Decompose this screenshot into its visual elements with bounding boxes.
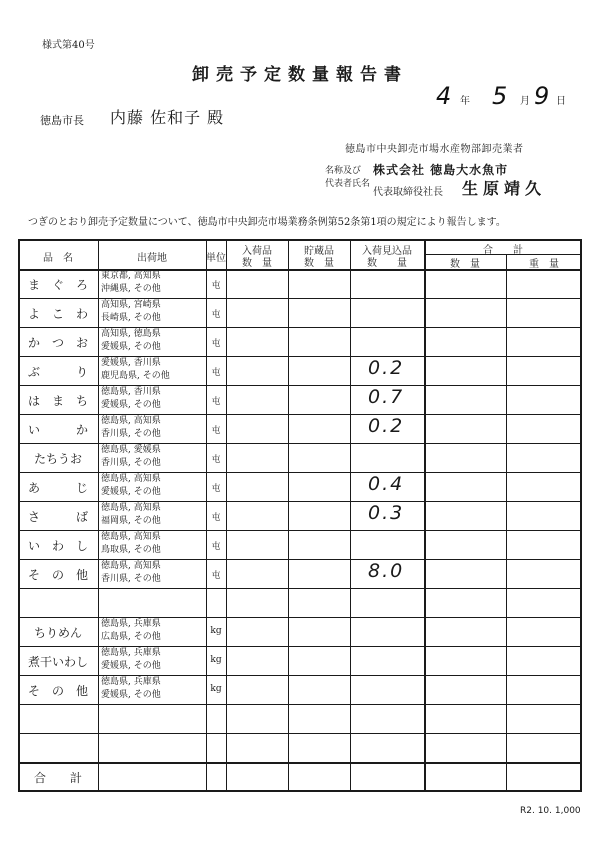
addressee-prefix: 徳島市長 <box>40 114 84 127</box>
item-name: あ じ <box>27 481 88 495</box>
origin-line: 鳥取県, その他 <box>101 545 161 555</box>
expected-quantity: 0.7 <box>368 386 405 408</box>
header-total-quantity: 数 量 <box>450 259 480 270</box>
origin-line: 愛媛県, 香川県 <box>101 358 161 368</box>
item-name: たちうお <box>33 452 82 466</box>
expected-quantity: 8.0 <box>368 560 405 582</box>
item-name: か つ お <box>27 336 88 350</box>
header-expected-top: 入荷見込品 <box>362 246 412 257</box>
date-month-value: 5 <box>492 82 508 110</box>
unit-cell: 屯 <box>211 426 221 436</box>
item-name: そ の 他 <box>27 684 88 698</box>
date-day-label: 日 <box>556 96 566 107</box>
header-item: 品 名 <box>43 253 73 264</box>
representative-name: 生原靖久 <box>462 179 547 198</box>
origin-line: 徳島県, 高知県 <box>101 503 161 513</box>
unit-cell: 屯 <box>211 310 221 320</box>
addressee-name: 内藤 佐和子 殿 <box>110 108 225 127</box>
table-rule <box>506 254 507 791</box>
name-label-line2: 代表者氏名 <box>325 179 371 189</box>
header-expected-bottom: 数 量 <box>367 258 407 269</box>
applicant-label: 徳島市中央卸売市場水産物部卸売業者 <box>345 144 524 155</box>
unit-cell: kg <box>210 626 222 636</box>
item-name: 煮干いわし <box>27 655 88 669</box>
table-rule <box>288 239 289 791</box>
table-rule <box>98 239 99 791</box>
origin-line: 愛媛県, その他 <box>101 661 161 671</box>
unit-cell: 屯 <box>211 484 221 494</box>
item-name: 合 計 <box>33 771 82 785</box>
table-rule <box>580 239 582 791</box>
unit-cell: 屯 <box>211 571 221 581</box>
date-year-label: 年 <box>460 96 470 107</box>
unit-cell: 屯 <box>211 455 221 465</box>
table-rule <box>350 239 351 791</box>
item-name: ちりめん <box>33 626 82 640</box>
header-origin: 出荷地 <box>137 253 167 264</box>
origin-line: 福岡県, その他 <box>101 516 161 526</box>
origin-line: 沖縄県, その他 <box>101 284 161 294</box>
table-rule <box>18 762 582 764</box>
date-year-value: 4 <box>436 82 452 110</box>
unit-cell: 屯 <box>211 513 221 523</box>
item-name: そ の 他 <box>27 568 88 582</box>
table-rule <box>18 704 582 705</box>
table-rule <box>18 790 582 792</box>
origin-line: 徳島県, 高知県 <box>101 416 161 426</box>
origin-line: 徳島県, 兵庫県 <box>101 619 161 629</box>
table-rule <box>18 733 582 734</box>
origin-line: 香川県, その他 <box>101 574 161 584</box>
unit-cell: kg <box>210 655 222 665</box>
table-rule <box>226 239 227 791</box>
statement-text: つぎのとおり卸売予定数量について、徳島市中央卸売市場業務条例第52条第1項の規定により報告します。 <box>28 217 506 228</box>
origin-line: 広島県, その他 <box>101 632 161 642</box>
origin-line: 香川県, その他 <box>101 429 161 439</box>
expected-quantity: 0.3 <box>368 502 405 524</box>
name-label-line1: 名称及び <box>325 166 362 176</box>
unit-cell: 屯 <box>211 281 221 291</box>
item-name: い か <box>27 423 88 437</box>
unit-cell: 屯 <box>211 397 221 407</box>
origin-line: 高知県, 宮崎県 <box>101 300 161 310</box>
header-stored-bottom: 数 量 <box>304 258 334 269</box>
origin-line: 徳島県, 高知県 <box>101 532 161 542</box>
expected-quantity: 0.2 <box>368 415 405 437</box>
origin-line: 徳島県, 兵庫県 <box>101 648 161 658</box>
header-arrival-bottom: 数 量 <box>242 258 272 269</box>
representative-title: 代表取締役社長 <box>373 187 443 198</box>
origin-line: 東京都, 高知県 <box>101 271 161 281</box>
document-title: 卸売予定数量報告書 <box>192 65 408 85</box>
origin-line: 愛媛県, その他 <box>101 342 161 352</box>
unit-cell: 屯 <box>211 339 221 349</box>
expected-quantity: 0.4 <box>368 473 405 495</box>
origin-line: 香川県, その他 <box>101 458 161 468</box>
company-name: 株式会社 徳島大水魚市 <box>373 163 509 177</box>
origin-line: 愛媛県, その他 <box>101 487 161 497</box>
item-name: ぶ り <box>27 365 88 379</box>
origin-line: 徳島県, 高知県 <box>101 474 161 484</box>
footer-code: R2. 10. 1,000 <box>520 806 581 816</box>
date-month-label: 月 <box>520 96 530 107</box>
unit-cell: 屯 <box>211 368 221 378</box>
item-name: よ こ わ <box>27 307 88 321</box>
origin-line: 愛媛県, その他 <box>101 400 161 410</box>
header-arrival-top: 入荷品 <box>242 246 272 257</box>
origin-line: 鹿児島県, その他 <box>101 371 170 381</box>
header-total-weight: 重 量 <box>529 259 559 270</box>
item-name: い わ し <box>27 539 88 553</box>
item-name: ま ぐ ろ <box>27 278 88 292</box>
item-name: は ま ち <box>27 394 88 408</box>
unit-cell: kg <box>210 684 222 694</box>
table-rule <box>18 239 20 791</box>
origin-line: 徳島県, 高知県 <box>101 561 161 571</box>
unit-cell: 屯 <box>211 542 221 552</box>
table-rule <box>424 239 426 791</box>
origin-line: 徳島県, 兵庫県 <box>101 677 161 687</box>
header-unit: 単位 <box>206 253 226 264</box>
origin-line: 愛媛県, その他 <box>101 690 161 700</box>
origin-line: 徳島県, 香川県 <box>101 387 161 397</box>
origin-line: 高知県, 徳島県 <box>101 329 161 339</box>
expected-quantity: 0.2 <box>368 357 405 379</box>
date-day-value: 9 <box>534 82 550 110</box>
origin-line: 長崎県, その他 <box>101 313 161 323</box>
origin-line: 徳島県, 愛媛県 <box>101 445 161 455</box>
header-stored-top: 貯蔵品 <box>304 246 334 257</box>
item-name: さ ば <box>27 510 88 524</box>
table-rule <box>18 588 582 589</box>
form-number: 様式第40号 <box>42 40 95 51</box>
report-table <box>18 239 582 793</box>
header-total: 合 計 <box>483 245 523 256</box>
